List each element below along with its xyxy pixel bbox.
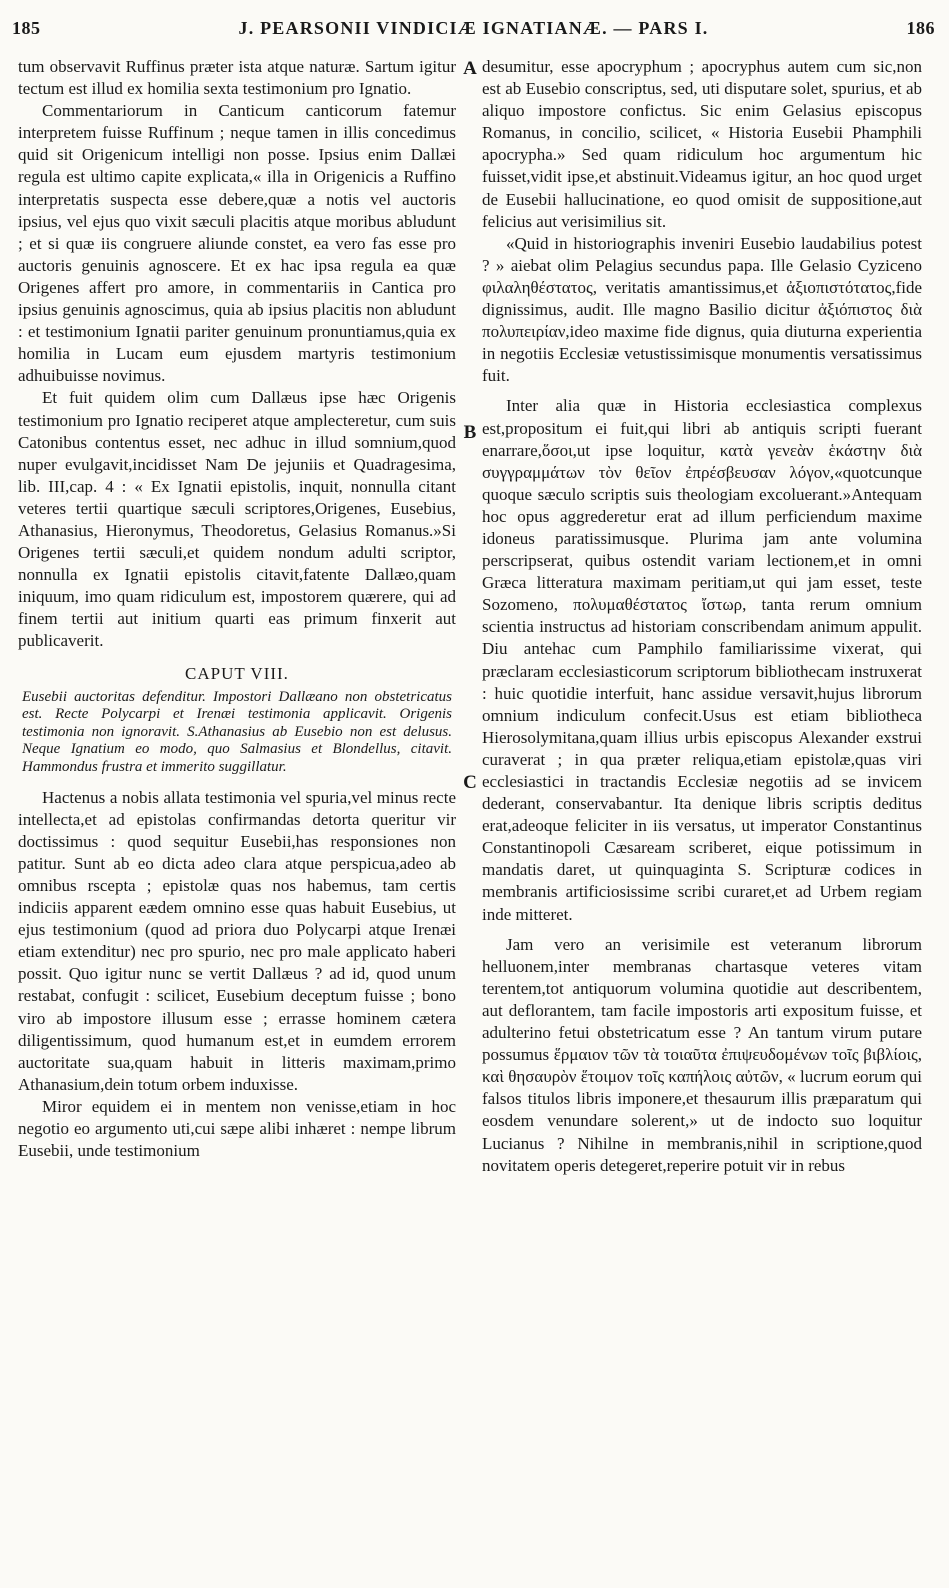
left-paragraph-5: Miror equidem ei in mentem non venisse,etiam in hoc negotio eo argumento uti,cui sæpe alibi inhæret : nempe librum Eusebii, unde testimonium (18, 1096, 456, 1161)
left-paragraph-2: Commentariorum in Canticum canticorum fatemur interpretem fuisse Ruffinum ; neque tamen in illis concedimus quid sit Origenicum intelligi non posse. Ipsius enim Dallæi regula est ultimo capite explicata,« illa in Origenicis a Ruffino interpretatis suspecta esse debere,quæ a notis vel auctoris ipsius, vel ejus quo vixit sæculi placitis atque moribus abludunt ; et si quæ iis congruere aliunde constet, ea vero fas esse pro auctoris genuinis agnoscere. Et ex hac ipsa regula ea quæ Origenes affert pro amore, in commentariis in Cantica pro ipsius genuinis agnoscimus, quia ab ipsius placitis non abludunt : et testimonium Ignatii pariter genuinum pronuntiamus,quia ex homilia in Lucam eum ejusdem martyris testimonium adhuibuisse novimus. (18, 101, 456, 386)
right-paragraph-1: desumitur, esse apocryphum ; apocryphus autem cum sic,non est ab Eusebio conscriptus, sed, uti disputare solet, spurius, et ab aliquo impostore confictus. Sic enim Gelasius episcopus Romanus, in concilio, scilicet, « Historia Eusebii Phamphili apocrypha.» Sed quam ridiculum hoc argumentum hic fuisset,vidit ipse,et abstinuit.Videamus igitur, an hoc quod urget de Eusebii hallucinatione, eo quod omisit de suppositione,aut felicius aut verisimilius sit. (482, 57, 922, 231)
left-column (18, 56, 456, 1578)
margin-letter-c: C (463, 772, 477, 793)
right-paragraph-4: Jam vero an verisimile est veteranum librorum helluonem,inter membranas chartasque veteres vitam terentem,tot antiquorum volumina quotidie aut describentem, aut deflorantem, tam facile impostoris arti expositum fuisse, et adulterino fetui obstetricatum esse ? An tantum virum putare possumus ἕρμαιον τῶν τὰ τοιαῦτα ἐπιψευδομένων τοῖς βιβλίοις, καὶ θησαυρὸν ἕτοιμον τοῖς καπήλοις αὐτῶν, « lucrum eorum qui falsos titulos libris imponere,et thesaurum illis præparatum qui eosdem venundare solerent,» ut de indocto suo loquitur Lucianus ? Nihilne in membranis,nihil in scriptione,quod novitatem operis detegeret,reperire potuit vir in rebus (482, 934, 922, 1175)
chapter-summary: Eusebii auctoritas defenditur. Impostori Dallæano non obstetricatus est. Recte Polycarpi et Irenæi testimonia applicavit. Origenis testimonia non ignoravit. S.Athanasius ab Eusebio non est delusus. Neque Ignatium eo modo, quo Salmasius et Blondellus, citavit. Hammondus frustra et immerito suggillatur. (22, 688, 452, 775)
page-header (12, 14, 935, 46)
left-paragraph-3: Et fuit quidem olim cum Dallæus ipse hæc Origenis testimonium pro Ignatio reciperet atque amplecteretur, cum suis Catonibus contentus esset, nec adhuc in illud somnium,quod nuper evulgavit,incidisset Nam De jejuniis et Quadragesima, lib. III,cap. 4 : « Ex Ignatii epistolis, inquit, nonnulla citant veteres tertii quartique sæculi scriptores,Origenes, Eusebius, Athanasius, Hieronymus, Theodoretus, Gelasius Romanus.»Si Origenes tertii sæculi,et quidem nondum adulti scriptor, nonnulla ex Ignatii epistolis citavit,fatente Dallæo,quam iniquum, imo quam ridiculum est, impostorem quærere, qui ad finem tertii aut initium quarti eas primum finxerit aut publicaverit. (18, 388, 456, 651)
running-title: J. PEARSONII VINDICIÆ IGNATIANÆ. — PARS I. (238, 18, 709, 38)
margin-letter-b: B (463, 422, 477, 443)
page-number-left: 185 (12, 18, 41, 38)
right-paragraph-3: Inter alia quæ in Historia ecclesiastica complexus est,propositum ei fuit,qui libri ab antiquis scripti fuerant enarrare,ὅσοι,ut ipse loquitur, κατὰ γενεὰν ἑκάστην διὰ συγγραμμάτων τὸν θεῖον ἐπρέσβευσαν λόγον,«quotcunque quoque sæculo scriptis suis theologiam excoluerant.»Antequam hoc opus aggrederetur erat ad illum perficiendum maxime idoneus paratissimusque. Plurima jam ante volumina perscripserat, quibus ostendit variam lectionem,et in omni Græca litteratura maximam peritiam,ut qui jam esset, teste Sozomeno, πολυμαθέστατος ἴστωρ, tanta rerum omnium scientia instructus ad historiam conscribendam animum appulit. Diu antehac cum Pamphilo familiarissime vixerat, qui præclaram ecclesiasticorum scriptorum bibliothecam instruxerat : huic quotidie interfuit, hanc assidue versavit,hujus librorum omnium indiculum confecit.Usus est etiam bibliotheca Hierosolymitana,quam illius urbis episcopus Alexander exstrui curaverat ; in qua præter reliqua,etiam epistolæ,quas viri ecclesiastici in tractandis Ecclesiæ negotiis ad se invicem dederant, conservabantur. Ita denique libris scriptis deditus erat,adeoque feliciter in iis versatus, ut imperator Constantinus Constantinopoli Cæsaream scriberet, eique potissimum in mandatis daret, ut quinquaginta S. Scripturæ codices in membranis artificiosissime scribi curaret,et ad Urbem regiam inde mitteret. (482, 396, 922, 924)
chapter-title: CAPUT VIII. (185, 663, 289, 683)
right-column (482, 56, 922, 1578)
right-paragraph-2: «Quid in historiographis inveniri Eusebio laudabilius potest ? » aiebat olim Pelagius secundus papa. Ille Gelasio Cyziceno φιλαληθέστατος, veritatis amantissimus,et ἀξιοπιστότατος,fide dignissimus, audit. Ille magno Basilio dicitur ἀξιόπιστος διὰ πολυπειρίαν,ideo maxime fide dignus, quia diuturna experientia in negotiis Ecclesiæ vetustissimisque monumentis versatissimus fuit. (482, 233, 922, 386)
page-number-right: 186 (906, 18, 935, 38)
left-paragraph-4: Hactenus a nobis allata testimonia vel spuria,vel minus recte intellecta,et ad epistolas confirmandas detorta queritur vir doctissimus : quod sequitur Eusebii,has responsiones non patitur. Sunt ab eo dicta adeo clara atque perspicua,adeo ab omnibus rscepta ; epistolæ quas nos habemus, tam certis indiciis apparent eædem omnino esse quas habuit Eusebius, ut ejus testimonium (quod ad priora duo Polycarpi atque Irenæi etiam extenditur) nec pro spurio, nec pro male applicato haberi possit. Quo igitur nunc se vertit Dallæus ? ad id, quod unum restabat, confugit : scilicet, Eusebium deceptum fuisse ; bono viro ab impostore illusum esse ; errasse hominem cætera diligentissimum, quod humanum est,et in eumdem errorem auctoritate sua,quam habuit in litteris maximam,primo Athanasium,dein totum orbem induxisse. (18, 787, 456, 1094)
margin-letter-a: A (463, 58, 477, 79)
left-paragraph-1: tum observavit Ruffinus præter ista atque naturæ. Sartum igitur tectum est illud ex homilia sexta testimonium pro Ignatio. (18, 57, 456, 99)
